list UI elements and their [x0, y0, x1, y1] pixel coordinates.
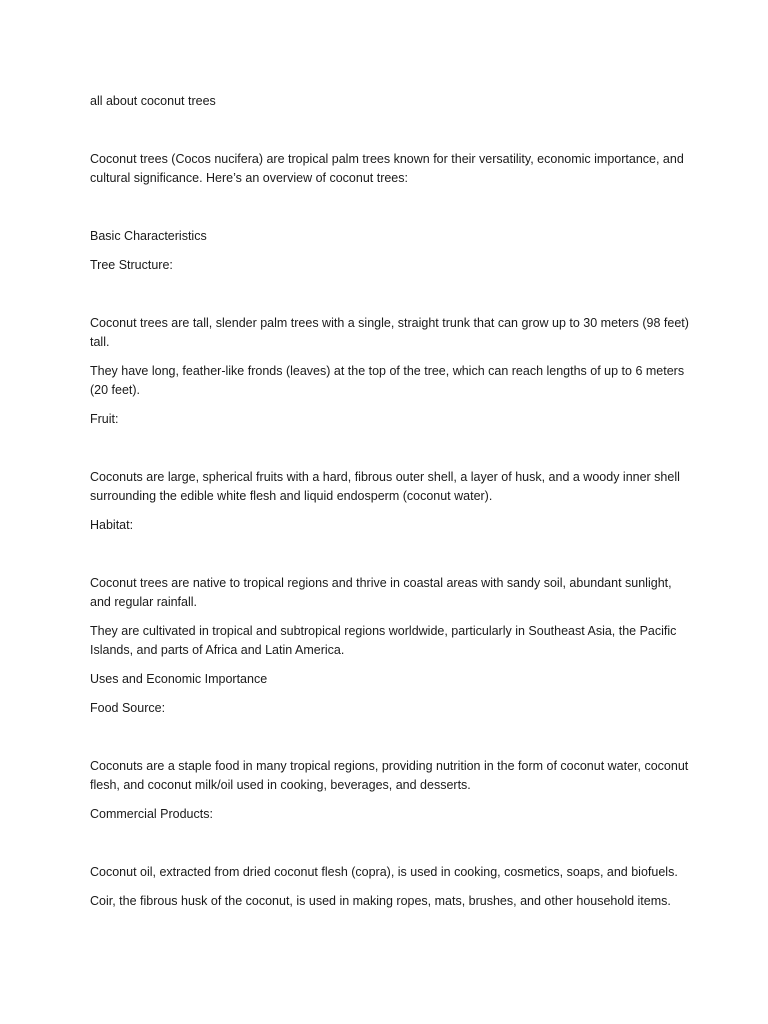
section-heading-basic-characteristics: Basic Characteristics: [90, 229, 207, 243]
document-title: all about coconut trees: [90, 94, 216, 108]
commercial-paragraph-1: Coconut oil, extracted from dried coconut flesh (copra), is used in cooking, cosmetics, soaps, and biofuels.: [90, 865, 678, 879]
intro-paragraph: Coconut trees (Cocos nucifera) are tropical palm trees known for their versatility, economic importance, and cultural significance. Here’s an overview of coconut trees:: [90, 152, 684, 185]
habitat-paragraph-1: Coconut trees are native to tropical regions and thrive in coastal areas with sandy soil, abundant sunlight, and regular rainfall.: [90, 576, 672, 609]
section-heading-uses: Uses and Economic Importance: [90, 672, 268, 686]
habitat-paragraph-2: They are cultivated in tropical and subtropical regions worldwide, particularly in Southeast Asia, the Pacific Islands, and parts of Africa and Latin America.: [90, 624, 677, 657]
tree-structure-paragraph-1: Coconut trees are tall, slender palm trees with a single, straight trunk that can grow up to 30 meters (98 feet) tall.: [90, 316, 689, 349]
commercial-paragraph-2: Coir, the fibrous husk of the coconut, is used in making ropes, mats, brushes, and other household items.: [90, 894, 671, 908]
food-paragraph-1: Coconuts are a staple food in many tropical regions, providing nutrition in the form of coconut water, coconut flesh, and coconut milk/oil used in cooking, beverages, and desserts.: [90, 759, 689, 792]
subheading-habitat: Habitat:: [90, 518, 134, 532]
fruit-paragraph-1: Coconuts are large, spherical fruits with a hard, fibrous outer shell, a layer of husk, and a woody inner shell surrounding the edible white flesh and liquid endosperm (coconut water).: [90, 470, 680, 503]
subheading-food-source: Food Source:: [90, 701, 166, 715]
tree-structure-paragraph-2: They have long, feather-like fronds (leaves) at the top of the tree, which can reach lengths of up to 6 meters (20 feet).: [90, 364, 685, 397]
subheading-fruit: Fruit:: [90, 412, 119, 426]
subheading-tree-structure: Tree Structure:: [90, 258, 173, 272]
subheading-commercial-products: Commercial Products:: [90, 807, 213, 821]
document-body: [90, 92, 690, 911]
